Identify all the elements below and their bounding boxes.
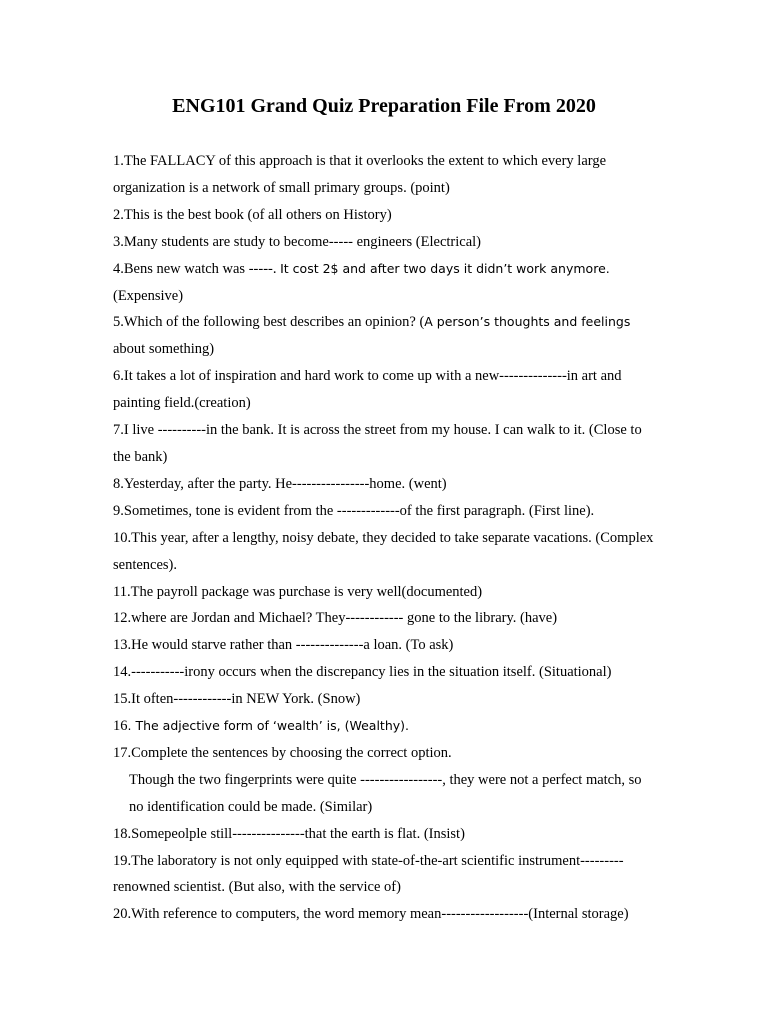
quiz-item-6: 6.It takes a lot of inspiration and hard work to come up with a new--------------in art and painting field.(creation) [113, 368, 622, 412]
quiz-item-4 [113, 256, 658, 310]
quiz-item-16-text: . The adjective form of ‘wealth’ is, (Wealthy). [127, 718, 409, 734]
quiz-item-15: 15.It often------------in NEW York. (Snow) [113, 691, 361, 708]
quiz-item-19: 19.The laboratory is not only equipped with state-of-the-art scientific instrument---------renowned scientist. (But also, with the service of) [113, 852, 624, 896]
document-title: ENG101 Grand Quiz Preparation File From 2020 [172, 95, 596, 117]
quiz-item-5-answer-end: about something) [113, 341, 215, 358]
quiz-item-4-question: 4.Bens new watch was -----. [113, 260, 281, 277]
quiz-item-10: 10.This year, after a lengthy, noisy debate, they decided to take separate vacations. (Complex sentences). [113, 529, 654, 573]
quiz-item-17-sentence: Though the two fingerprints were quite -----------------, they were not a perfect match, so no identification could be made. (Similar) [129, 771, 642, 815]
quiz-item-20: 20.With reference to computers, the word memory mean------------------(Internal storage) [113, 906, 629, 923]
quiz-item-2: 2.This is the best book (of all others on History) [113, 206, 392, 223]
quiz-item-7: 7.I live ----------in the bank. It is across the street from my house. I can walk to it. (Close to the bank) [113, 422, 642, 465]
quiz-item-17-question: 17.Complete the sentences by choosing the correct option. [113, 744, 452, 761]
quiz-item-9: 9.Sometimes, tone is evident from the -------------of the first paragraph. (First line). [113, 502, 595, 519]
quiz-item-16 [113, 713, 658, 740]
quiz-item-5-answer: A person’s thoughts and feelings [424, 314, 631, 330]
quiz-item-5-question: 5.Which of the following best describes an opinion? ( [113, 314, 425, 331]
quiz-list [113, 148, 658, 928]
quiz-item-4-detail: It cost 2$ and after two days it didn’t work anymore. [280, 260, 610, 276]
quiz-item-18: 18.Somepeolple still---------------that the earth is flat. (Insist) [113, 825, 465, 842]
quiz-item-4-answer: (Expensive) [113, 287, 184, 304]
quiz-item-16-number: 16 [113, 718, 128, 735]
quiz-item-13: 13.He would starve rather than --------------a loan. (To ask) [113, 637, 454, 654]
quiz-item-1: 1.The FALLACY of this approach is that it overlooks the extent to which every large organization is a network of small primary groups. (point) [113, 153, 607, 196]
quiz-item-3: 3.Many students are study to become----- engineers (Electrical) [113, 233, 481, 250]
quiz-item-5 [113, 309, 658, 363]
quiz-item-17 [113, 740, 658, 821]
quiz-item-11: 11.The payroll package was purchase is very well(documented) [113, 583, 483, 600]
quiz-item-12: 12.where are Jordan and Michael? They------------ gone to the library. (have) [113, 610, 558, 627]
quiz-item-8: 8.Yesterday, after the party. He----------------home. (went) [113, 475, 447, 492]
quiz-item-14: 14.-----------irony occurs when the discrepancy lies in the situation itself. (Situational) [113, 664, 612, 681]
